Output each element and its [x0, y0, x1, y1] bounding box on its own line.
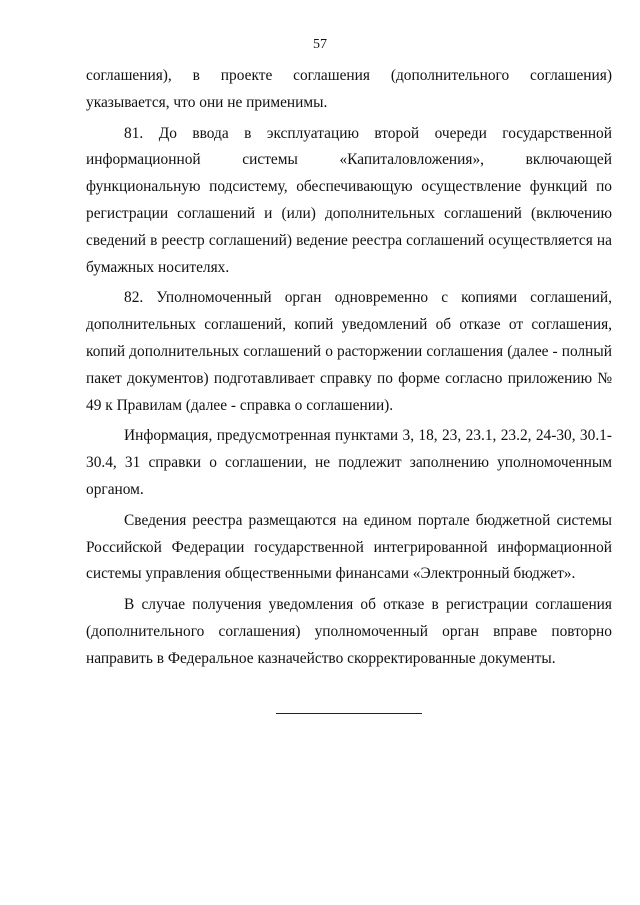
document-body	[86, 63, 612, 677]
paragraph-continuation: соглашения), в проекте соглашения (дополнительного соглашения) указывается, что они не применимы.	[86, 67, 612, 111]
paragraph-item-82: 82. Уполномоченный орган одновременно с копиями соглашений, дополнительных соглашений, копий уведомлений об отказе от соглашения, копий дополнительных соглашений о расторжении соглашения (далее - полный пакет документов) подготавливает справку по форме согласно приложению № 49 к Правилам (далее - справка о соглашении).	[86, 289, 612, 414]
paragraph-item-81: 81. До ввода в эксплуатацию второй очереди государственной информационной системы «Капиталовложения», включающей функциональную подсистему, обеспечивающую осуществление функций по регистрации соглашений и (или) дополнительных соглашений (включению сведений в реестр соглашений) ведение реестра соглашений осуществляется на бумажных носителях.	[86, 124, 612, 276]
page-number: 57	[313, 37, 327, 52]
paragraph-refusal: В случае получения уведомления об отказе в регистрации соглашения (дополнительного соглашения) уполномоченный орган вправе повторно направить в Федеральное казначейство скорректированные документы.	[86, 596, 612, 667]
end-separator-line	[276, 713, 422, 714]
paragraph-registry: Сведения реестра размещаются на едином портале бюджетной системы Российской Федерации государственной интегрированной информационной системы управления общественными финансами «Электронный бюджет».	[86, 511, 612, 583]
paragraph-info: Информация, предусмотренная пунктами 3, 18, 23, 23.1, 23.2, 24-30, 30.1-30.4, 31 справки о соглашении, не подлежит заполнению уполномоченным органом.	[86, 427, 612, 498]
